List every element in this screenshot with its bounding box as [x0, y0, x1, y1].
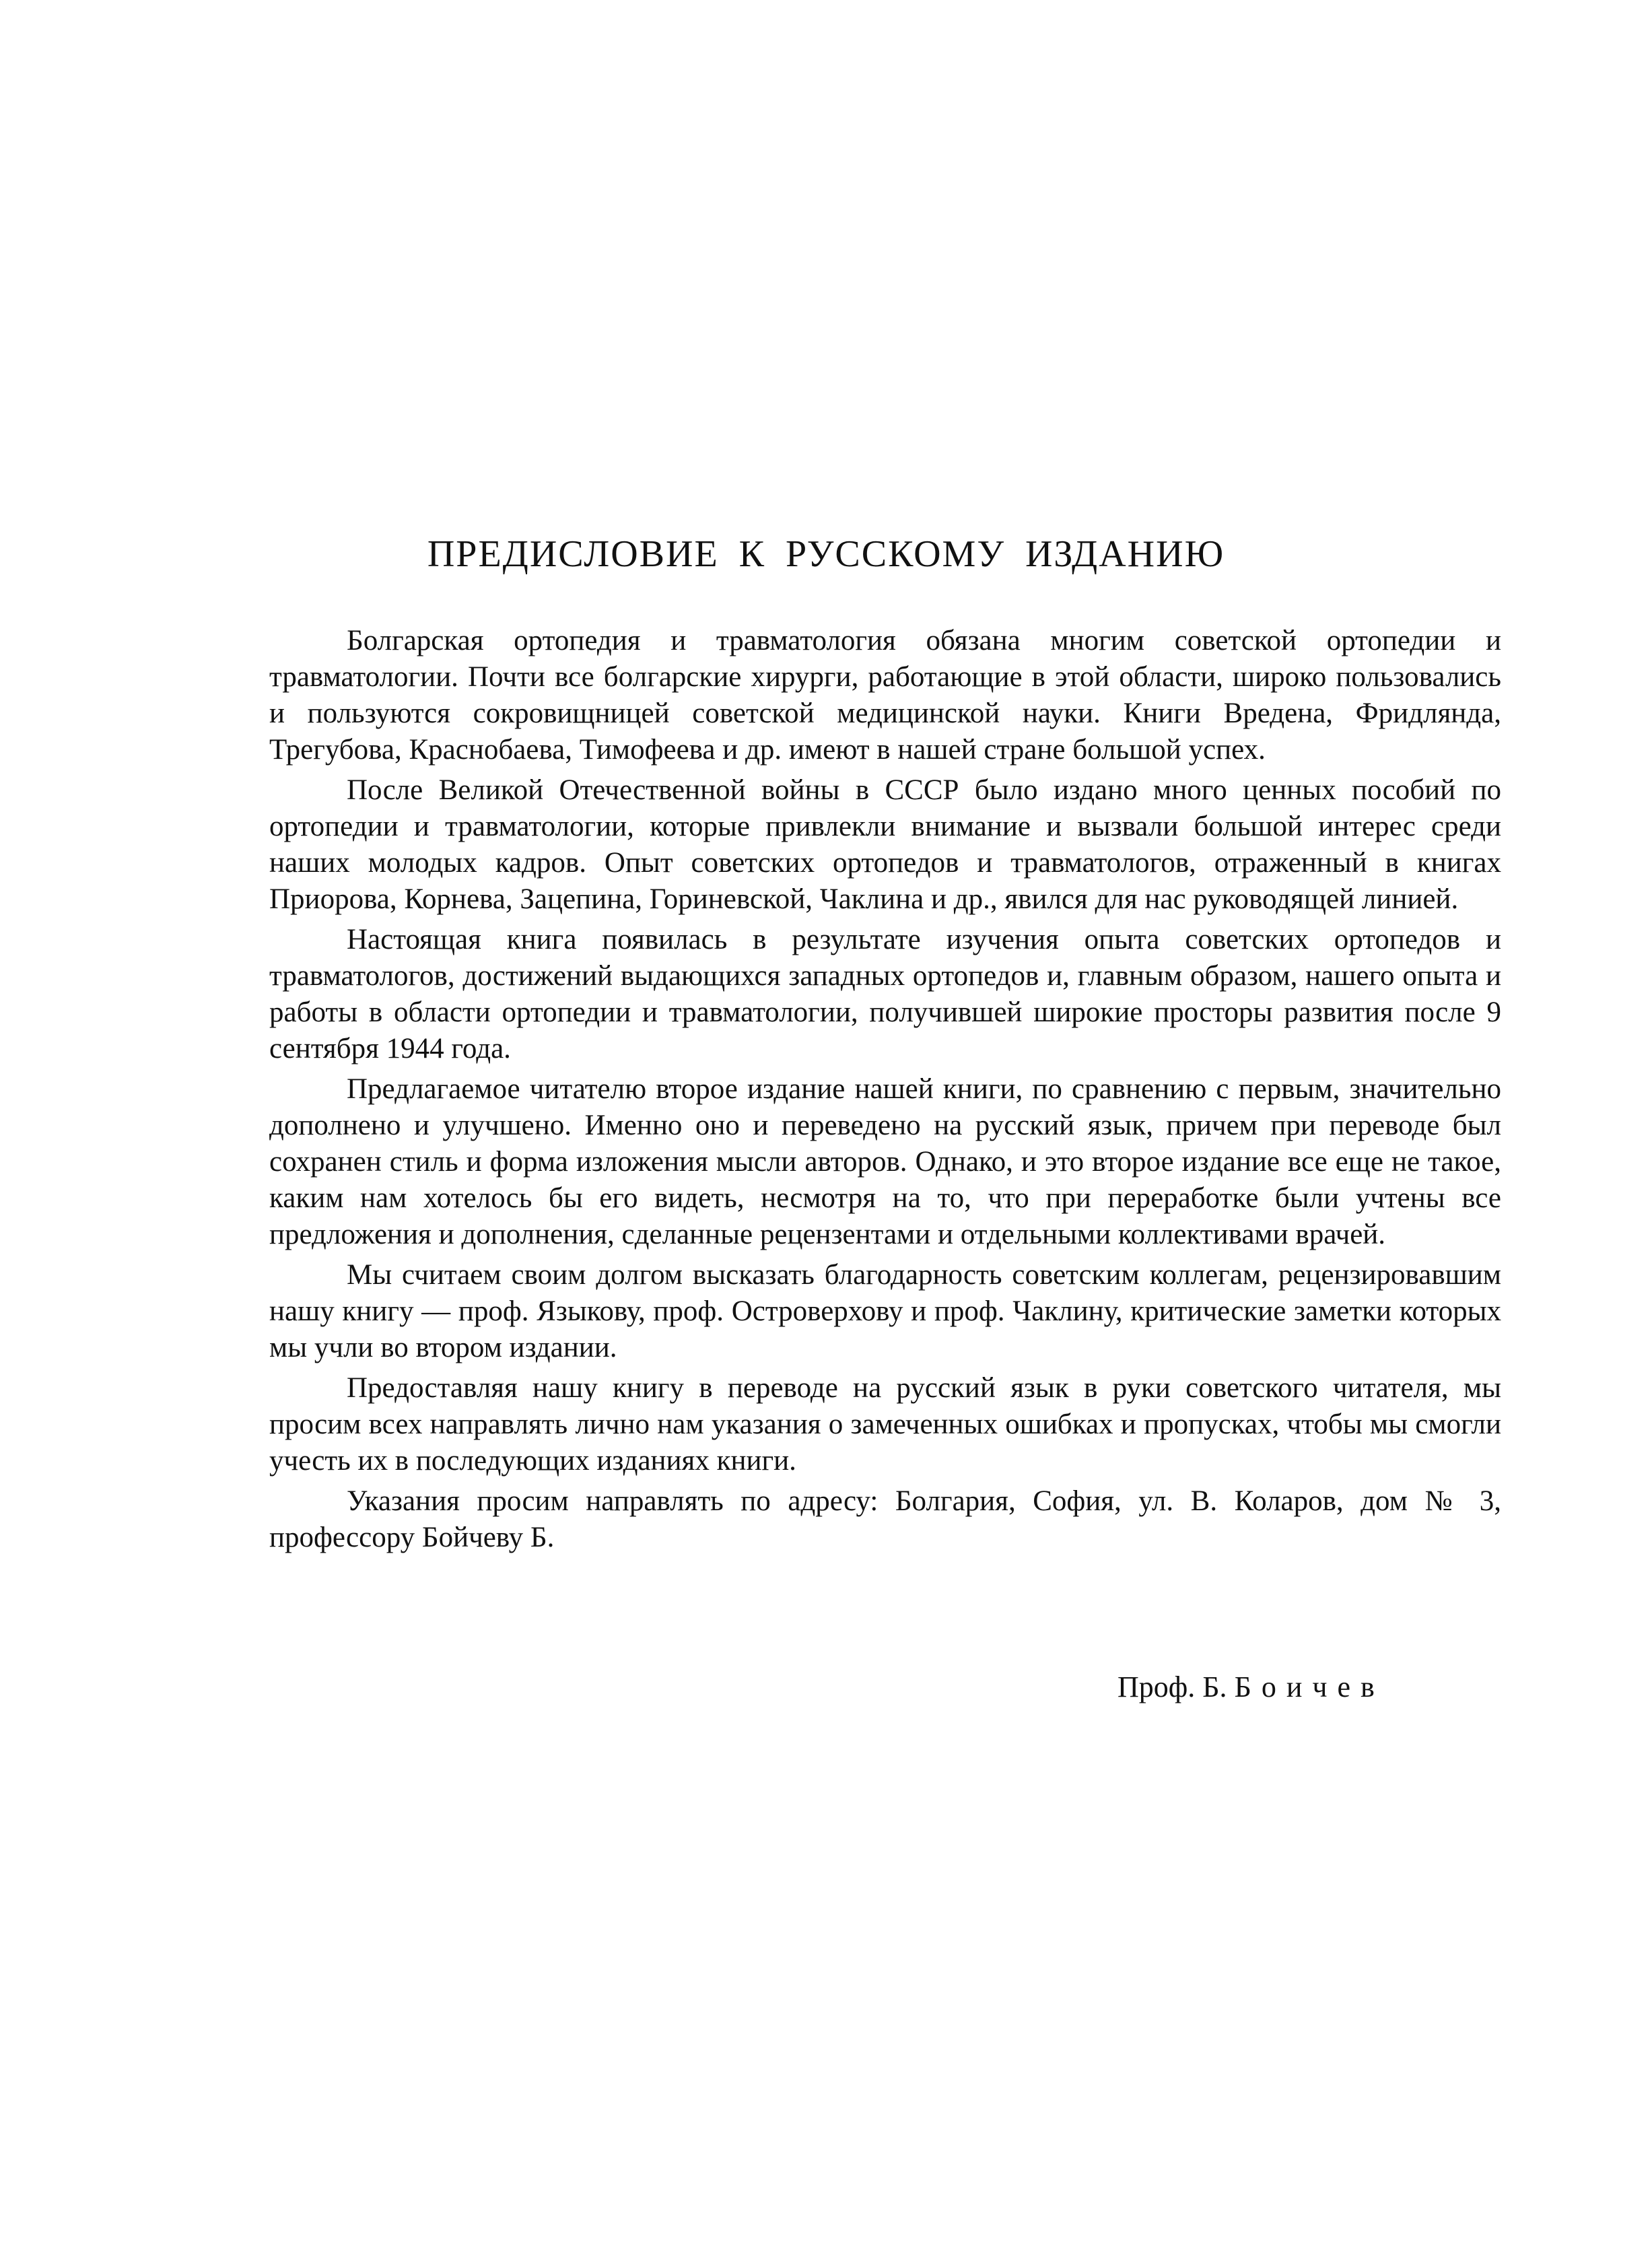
- preface-body: [269, 623, 1501, 1560]
- paragraph: Мы считаем своим долгом высказать благодарность советским коллегам, рецензировавшим нашу книгу — проф. Языкову, проф. Островерхову и проф. Чаклину, критические заметки которых мы учли во втором издании.: [269, 1259, 1501, 1363]
- signature-surname: Боичев: [1234, 1670, 1385, 1703]
- paragraph: Настоящая книга появилась в результате изучения опыта советских ортопедов и травматологов, достижений выдающихся западных ортопедов и, главным образом, нашего опыта и работы в области ортопедии и травматологии, получившей широкие просторы развития после 9 сентября 1944 года.: [269, 924, 1501, 1064]
- paragraph: После Великой Отечественной войны в СССР было издано много ценных пособий по ортопедии и травматологии, которые привлекли внимание и вызвали большой интерес среди наших молодых кадров. Опыт советских ортопедов и травматологов, отраженный в книгах Приорова, Корнева, Зацепина, Гориневской, Чаклина и др., явился для нас руководящей линией.: [269, 774, 1501, 915]
- signature-prefix: Проф. Б.: [1117, 1670, 1227, 1703]
- paragraph: Предоставляя нашу книгу в переводе на русский язык в руки советского читателя, мы просим всех направлять лично нам указания о замеченных ошибках и пропусках, чтобы мы смогли учесть их в последующих изданиях книги.: [269, 1372, 1501, 1477]
- paragraph: Указания просим направлять по адресу: Болгария, София, ул. В. Коларов, дом № 3, профессору Бойчеву Б.: [269, 1485, 1501, 1553]
- page-title: ПРЕДИСЛОВИЕ К РУССКОМУ ИЗДАНИЮ: [427, 533, 1225, 575]
- paragraph: Болгарская ортопедия и травматология обязана многим советской ортопедии и травматологии. Почти все болгарские хирурги, работающие в этой области, широко пользовались и пользуются сокровищницей советской медицинской науки. Книги Вредена, Фридлянда, Трегубова, Краснобаева, Тимофеева и др. имеют в нашей стране большой успех.: [269, 625, 1501, 766]
- author-signature: [1117, 1670, 1385, 1704]
- paragraph: Предлагаемое читателю второе издание нашей книги, по сравнению с первым, значительно дополнено и улучшено. Именно оно и переведено на русский язык, причем при переводе был сохранен стиль и форма изложения мысли авторов. Однако, и это второе издание все еще не такое, каким нам хотелось бы его видеть, несмотря на то, что при переработке были учтены все предложения и дополнения, сделанные рецензентами и отдельными коллективами врачей.: [269, 1073, 1501, 1250]
